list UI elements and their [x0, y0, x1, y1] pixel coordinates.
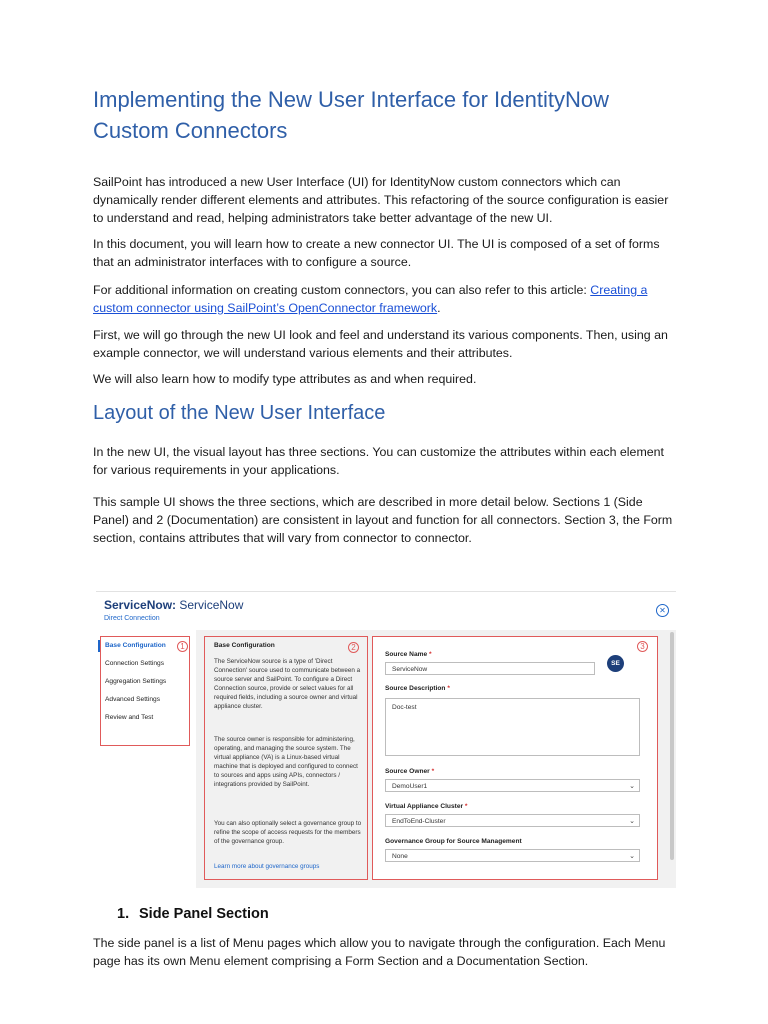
cluster-label: Virtual Appliance Cluster *	[385, 803, 468, 810]
side-item-review-and-test[interactable]: Review and Test	[105, 714, 154, 721]
scrollbar[interactable]	[670, 632, 674, 860]
section-badge-2: 2	[348, 642, 359, 653]
source-owner-label: Source Owner *	[385, 768, 435, 775]
section-badge-3: 3	[637, 641, 648, 652]
doc-heading: Base Configuration	[214, 642, 275, 649]
doc-paragraph: The ServiceNow source is a type of 'Direct Connection' source used to communicate between a source server and SailPoint. To configure a Direct Connection source, provide or select values for all required fields, including a source owner and virtual appliance cluster.	[214, 658, 361, 710]
layout-paragraph: In the new UI, the visual layout has three sections. You can customize the attributes within each element for various requirements in your applications.	[93, 445, 664, 477]
governance-groups-link[interactable]: Learn more about governance groups	[214, 863, 320, 870]
active-indicator	[98, 640, 100, 652]
chevron-down-icon: ⌄	[629, 853, 635, 860]
source-description-textarea[interactable]: Doc-test	[385, 698, 640, 756]
governance-group-select[interactable]: None ⌄	[385, 849, 640, 862]
source-name-label: Source Name *	[385, 651, 432, 658]
side-item-base-configuration[interactable]: Base Configuration	[105, 642, 166, 649]
reference-paragraph: For additional information on creating custom connectors, you can also refer to this article: Creating a custom connector using SailPoint’s OpenConnector framework.	[93, 283, 648, 315]
overview-paragraph: In this document, you will learn how to create a new connector UI. The UI is composed of a set of forms that an administrator interfaces with to configure a source.	[93, 237, 660, 269]
intro-paragraph: SailPoint has introduced a new User Interface (UI) for IdentityNow custom connectors which can dynamically render different elements and attributes. This refactoring of the source configuration is easier to understand and read, helping administrators take better advantage of the new UI.	[93, 175, 669, 225]
source-description-label: Source Description *	[385, 685, 450, 692]
screenshot-subtitle: Direct Connection	[104, 615, 160, 622]
modify-paragraph: We will also learn how to modify type attributes as and when required.	[93, 372, 477, 386]
source-owner-select[interactable]: DemoUser1 ⌄	[385, 779, 640, 792]
doc-paragraph: The source owner is responsible for administering, operating, and managing the source system. The virtual appliance (VA) is a Linux-based virtual machine that is deployed and configured to connect to sources and apps using APIs, connectors / integrations provided by SailPoint.	[214, 736, 358, 788]
document-title: Implementing the New User Interface for IdentityNow Custom Connectors	[93, 87, 610, 143]
close-icon[interactable]: ✕	[656, 604, 669, 617]
side-panel	[100, 636, 190, 746]
side-item-advanced-settings[interactable]: Advanced Settings	[105, 696, 160, 703]
approach-paragraph: First, we will go through the new UI look and feel and understand its various components. Then, using an example connector, we will understand various elements and their attributes.	[93, 328, 668, 360]
source-name-input[interactable]: ServiceNow	[385, 662, 595, 675]
section-title: Layout of the New User Interface	[93, 402, 386, 424]
form-panel	[372, 636, 658, 880]
governance-group-label: Governance Group for Source Management	[385, 838, 522, 845]
doc-paragraph: You can also optionally select a governance group to refine the scope of access requests for the members of the governance group.	[214, 820, 362, 845]
chevron-down-icon: ⌄	[629, 783, 635, 790]
sections-paragraph: This sample UI shows the three sections, which are described in more detail below. Sections 1 (Side Panel) and 2 (Documentation) are consistent in layout and function for all connectors. Section 3, the Form section, contains attributes that will vary from connector to connector.	[93, 495, 673, 545]
chevron-down-icon: ⌄	[629, 818, 635, 825]
section-badge-1: 1	[177, 641, 188, 652]
side-item-aggregation-settings[interactable]: Aggregation Settings	[105, 678, 167, 685]
sample-ui-screenshot	[96, 591, 676, 888]
article-link[interactable]: Creating a custom connector using SailPoint’s OpenConnector framework	[93, 283, 648, 315]
documentation-panel	[204, 636, 368, 880]
subsection-heading: 1. Side Panel Section	[117, 906, 269, 922]
side-panel-paragraph: The side panel is a list of Menu pages which allow you to navigate through the configuration. Each Menu page has its own Menu element comprising a Form Section and a Documentation Section.	[93, 936, 666, 968]
screenshot-title: ServiceNow: ServiceNow	[104, 598, 244, 612]
side-item-connection-settings[interactable]: Connection Settings	[105, 660, 165, 667]
avatar[interactable]: SE	[607, 655, 624, 672]
cluster-select[interactable]: EndToEnd-Cluster ⌄	[385, 814, 640, 827]
